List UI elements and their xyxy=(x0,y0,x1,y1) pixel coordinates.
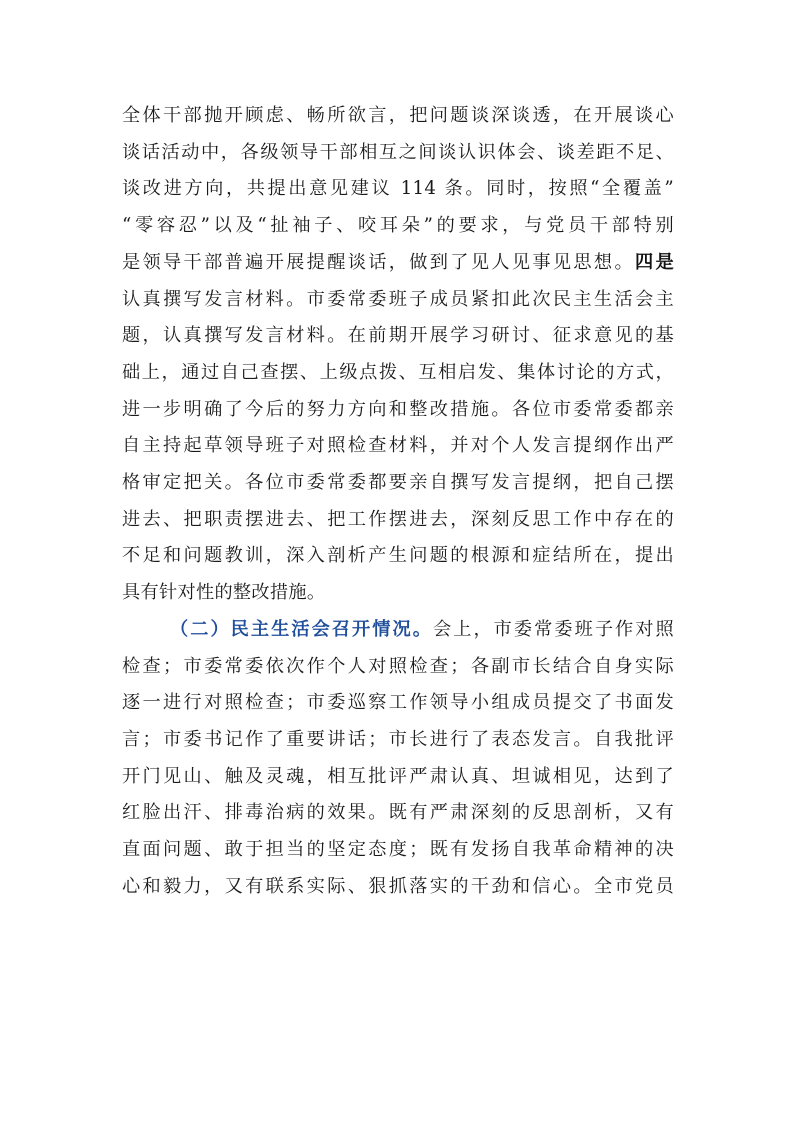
section-heading: （二）民主生活会召开情况。 xyxy=(170,618,433,640)
text-segment: 是领导干部普遍开展提醒谈话，做到了见人见事见思想。 xyxy=(122,251,635,273)
text-line xyxy=(122,138,674,168)
text-line xyxy=(122,395,674,425)
text-line xyxy=(122,248,674,278)
text-segment: 题，认真撰写发言材料。在前期开展学习研讨、征求意见的基 xyxy=(122,325,674,347)
text-segment: 谈改进方向，共提出意见建议 114 条。同时，按照“全覆盖” xyxy=(122,178,674,200)
text-segment: 谈话活动中，各级领导干部相互之间谈认识体会、谈差距不足、 xyxy=(122,141,674,163)
text-line xyxy=(122,358,674,388)
text-segment: 开门见山、触及灵魂，相互批评严肃认真、坦诚相见，达到了 xyxy=(122,765,674,787)
text-segment: 认真撰写发言材料。市委常委班子成员紧扣此次民主生活会主 xyxy=(122,288,674,310)
text-line xyxy=(122,468,674,498)
text-line xyxy=(122,725,674,755)
text-line xyxy=(122,652,674,682)
text-segment: 格审定把关。各位市委常委都要亲自撰写发言提纲，把自己摆 xyxy=(122,472,674,493)
text-segment: 全体干部抛开顾虑、畅所欲言，把问题谈深谈透，在开展谈心 xyxy=(122,105,674,126)
text-line xyxy=(170,615,674,645)
text-line xyxy=(122,578,674,608)
text-line xyxy=(122,174,674,204)
text-line xyxy=(122,688,674,718)
text-segment: 直面问题、敢于担当的坚定态度；既有发扬自我革命精神的决 xyxy=(122,839,674,860)
text-segment: 会上，市委常委班子作对照 xyxy=(432,618,674,640)
text-line xyxy=(122,211,674,241)
text-line xyxy=(122,541,674,571)
text-line xyxy=(122,835,674,865)
text-segment: 逐一进行对照检查；市委巡察工作领导小组成员提交了书面发 xyxy=(122,692,674,714)
text-segment: 红脸出汗、排毒治病的效果。既有严肃深刻的反思剖析，又有 xyxy=(122,802,674,824)
text-line xyxy=(122,321,674,351)
text-line xyxy=(122,762,674,792)
text-segment: 言；市委书记作了重要讲话；市长进行了表态发言。自我批评 xyxy=(122,728,674,750)
text-segment: 不足和问题教训，深入剖析产生问题的根源和症结所在，提出 xyxy=(122,545,674,567)
text-line xyxy=(122,872,674,902)
text-line xyxy=(122,285,674,315)
text-segment: 具有针对性的整改措施。 xyxy=(122,582,326,604)
text-segment: 心和毅力，又有联系实际、狠抓落实的干劲和信心。全市党员 xyxy=(122,875,674,897)
text-segment: 检查；市委常委依次作个人对照检查；各副市长结合自身实际 xyxy=(122,655,674,677)
text-line xyxy=(122,505,674,535)
text-segment: 进去、把职责摆进去、把工作摆进去，深刻反思工作中存在的 xyxy=(122,508,674,530)
text-segment: 础上，通过自己查摆、上级点拨、互相启发、集体讨论的方式， xyxy=(122,361,674,383)
text-segment: 进一步明确了今后的努力方向和整改措施。各位市委常委都亲 xyxy=(122,398,674,420)
emphasis-text: 四是 xyxy=(634,251,674,273)
text-line xyxy=(122,798,674,828)
text-line xyxy=(122,101,674,131)
text-segment: “零容忍”以及“扯袖子、咬耳朵”的要求，与党员干部特别 xyxy=(122,215,674,237)
text-segment: 自主持起草领导班子对照检查材料，并对个人发言提纲作出严 xyxy=(122,435,674,457)
text-line xyxy=(122,431,674,461)
